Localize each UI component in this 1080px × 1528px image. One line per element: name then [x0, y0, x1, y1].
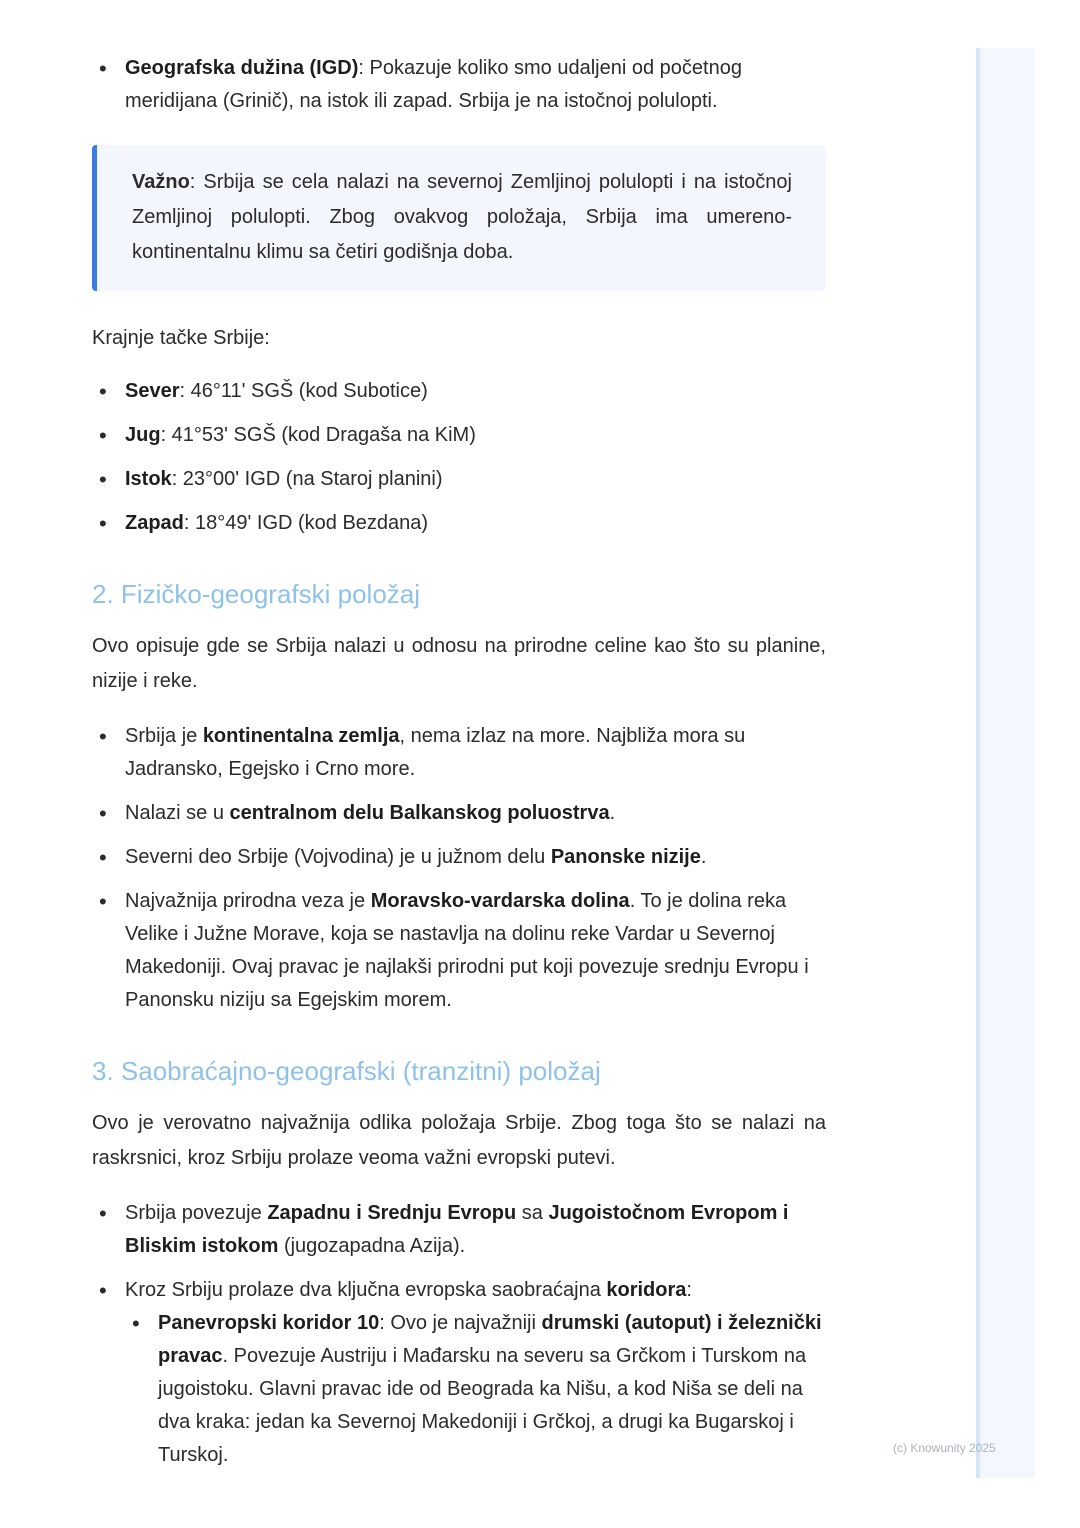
text: : [686, 1279, 692, 1301]
term-description: : 46°11' SGŠ (kod Subotice) [179, 380, 428, 402]
emphasis: Panonske nizije [550, 846, 701, 868]
corridor-sublist [125, 1307, 826, 1472]
term: Istok [125, 468, 172, 490]
term-description: : 18°49' IGD (kod Bezdana) [183, 512, 429, 534]
text: Najvažnija prirodna veza je [125, 890, 371, 912]
term: Zapad [125, 512, 184, 534]
section-intro: Ovo je verovatno najvažnija odlika položaja Srbije. Zbog toga što se nalazi na raskrsnici, kroz Srbiju prolaze veoma važni evropski putevi. [92, 1112, 826, 1169]
term: Jug [125, 424, 161, 446]
emphasis: Moravsko-vardarska dolina [370, 890, 630, 912]
text: (jugozapadna Azija). [278, 1235, 466, 1257]
callout-body: : Srbija se cela nalazi na severnoj Zemljinoj polulopti i na istočnoj Zemljinoj polulopti. Zbog ovakvog položaja, Srbija ima umereno-kontinentalnu klimu sa četiri godišnja doba. [132, 171, 792, 263]
list-item [92, 52, 826, 118]
term-description: : 41°53' SGŠ (kod Dragaša na KiM) [160, 424, 476, 446]
term-description: : 23°00' IGD (na Staroj planini) [171, 468, 443, 490]
text: . [700, 846, 707, 868]
watermark: (c) Knowunity 2025 [893, 1441, 996, 1455]
text: . [609, 802, 616, 824]
emphasis: Jugoistočnom Evropom i Bliskim istokom [125, 1202, 789, 1257]
term: Sever [125, 380, 180, 402]
callout-text [132, 165, 792, 270]
term-description: : Pokazuje koliko smo udaljeni od početnog meridijana (Grinič), na istok ili zapad. Srbija je na istočnoj polulopti. [125, 57, 742, 112]
text: Srbija je [125, 725, 203, 747]
list-item [92, 419, 826, 452]
intro-list [92, 52, 826, 118]
document-body [92, 52, 826, 1472]
text: . Povezuje Austriju i Mađarsku na severu sa Grčkom i Turskom na jugoistoku. Glavni pravac ide od Beograda ka Nišu, a kod Niša se deli na dva kraka: jedan ka Severnoj Makedoniji i Grčkoj, a drugi ka Bugarskoj i Turskoj. [158, 1345, 807, 1466]
list-item [92, 507, 826, 540]
text: . To je dolina reka Velike i Južne Morave, koja se nastavlja na dolinu reke Vardar u Severnoj Makedoniji. Ovaj pravac je najlakši prirodni put koji povezuje srednju Evropu i Panonsku niziju sa Egejskim morem. [125, 890, 809, 1011]
list-item [92, 375, 826, 408]
text: sa [516, 1202, 549, 1224]
emphasis: kontinentalna zemlja [202, 725, 400, 747]
text: , nema izlaz na more. Najbliža mora su Jadransko, Egejsko i Crno more. [125, 725, 746, 780]
section-intro: Ovo opisuje gde se Srbija nalazi u odnosu na prirodne celine kao što su planine, nizije i reke. [92, 635, 826, 692]
list-item [92, 720, 826, 786]
list-item [125, 1307, 826, 1472]
list-item [92, 463, 826, 496]
extreme-points-intro: Krajnje tačke Srbije: [92, 327, 270, 349]
emphasis: centralnom delu Balkanskog poluostrva [229, 802, 610, 824]
list-item [92, 1274, 826, 1472]
important-callout [92, 145, 826, 291]
emphasis: Panevropski koridor 10 [158, 1312, 380, 1334]
list-item [92, 797, 826, 830]
section2-list [92, 720, 826, 1017]
section3-list [92, 1197, 826, 1472]
emphasis: Zapadnu i Srednju Evropu [267, 1202, 517, 1224]
text: : Ovo je najvažniji [379, 1312, 542, 1334]
section-heading: 2. Fizičko-geografski položaj [92, 579, 421, 609]
term: Geografska dužina (IGD) [125, 57, 359, 79]
extreme-points-list [92, 375, 826, 540]
emphasis: koridora [606, 1279, 687, 1301]
list-item [92, 885, 826, 1017]
side-margin-panel [976, 48, 1035, 1478]
text: Nalazi se u [125, 802, 230, 824]
emphasis: drumski (autoput) i železnički pravac [158, 1312, 822, 1367]
text: Kroz Srbiju prolaze dva ključna evropska saobraćajna [125, 1279, 607, 1301]
list-item [92, 1197, 826, 1263]
list-item [92, 841, 826, 874]
callout-label: Važno [132, 171, 190, 193]
section-heading: 3. Saobraćajno-geografski (tranzitni) položaj [92, 1056, 601, 1086]
text: Srbija povezuje [125, 1202, 268, 1224]
text: Severni deo Srbije (Vojvodina) je u južnom delu [125, 846, 551, 868]
